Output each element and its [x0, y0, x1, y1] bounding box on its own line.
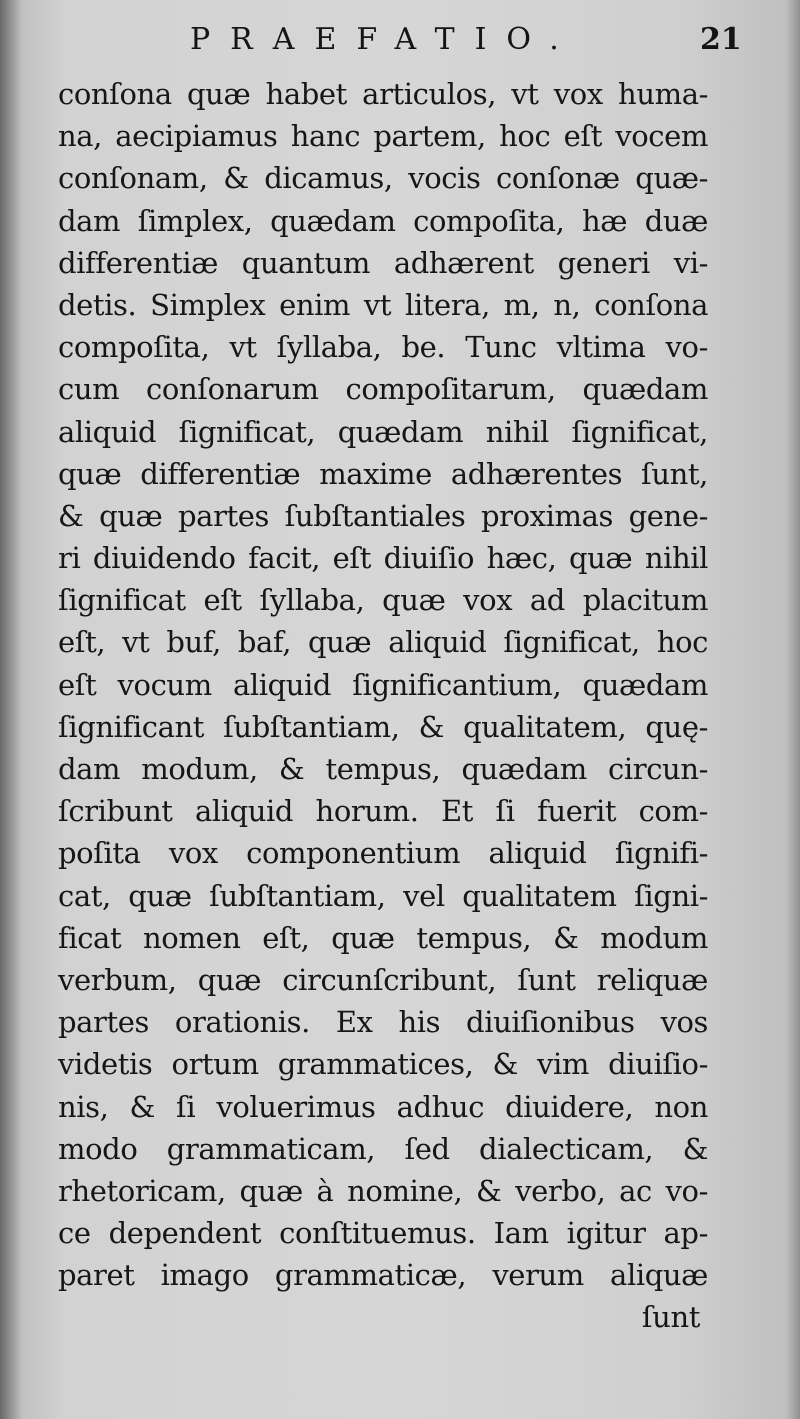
- text-line: detis. Simplex enim vt litera, m, n, conſona: [58, 287, 708, 322]
- text-line: ſignificant ſubſtantiam, & qualitatem, quę-: [58, 709, 708, 744]
- text-line: quæ differentiæ maxime adhærentes ſunt,: [58, 456, 708, 491]
- text-line: ce dependent conſtituemus. Iam igitur ap-: [58, 1216, 708, 1251]
- text-line: ſignificat eſt ſyllaba, quæ vox ad placitum: [58, 583, 708, 618]
- text-line: na, aecipiamus hanc partem, hoc eſt vocem: [58, 119, 708, 154]
- text-line: modo grammaticam, ſed dialecticam, &: [58, 1131, 708, 1166]
- text-line: poſita vox componentium aliquid ſignifi-: [58, 836, 708, 871]
- running-head-title: PRAEFATIO.: [190, 22, 579, 57]
- text-line: conſona quæ habet articulos, vt vox huma-: [58, 77, 708, 111]
- text-line: dam ſimplex, quædam compoſita, hæ duæ: [58, 203, 708, 238]
- text-line: ficat nomen eſt, quæ tempus, & modum: [58, 920, 708, 955]
- text-line: nis, & ſi voluerimus adhuc diuidere, non: [58, 1089, 708, 1124]
- text-line: cum conſonarum compoſitarum, quædam: [58, 372, 708, 407]
- text-line: & quæ partes ſubſtantiales proximas gene-: [58, 498, 708, 533]
- text-line: eſt, vt buf, baf, quæ aliquid ſignificat, hoc: [58, 625, 708, 660]
- text-line: videtis ortum grammatices, & vim diuiſio-: [58, 1047, 708, 1082]
- text-line: eſt vocum aliquid ſignificantium, quædam: [58, 667, 708, 702]
- page-number: 21: [700, 22, 742, 57]
- text-line: partes orationis. Ex his diuiſionibus vos: [58, 1005, 708, 1040]
- page-edge-shadow: [786, 0, 800, 1419]
- catchword: ſunt: [641, 1300, 700, 1335]
- text-line: differentiæ quantum adhærent generi vi-: [58, 245, 708, 280]
- page-gutter-shadow: [0, 0, 22, 1419]
- body-text: [58, 73, 708, 1339]
- text-line: ſcribunt aliquid horum. Et ſi fuerit com-: [58, 794, 708, 829]
- text-line: dam modum, & tempus, quædam circun-: [58, 752, 708, 786]
- text-line: paret imago grammaticæ, verum aliquæ: [58, 1258, 708, 1293]
- text-line: cat, quæ ſubſtantiam, vel qualitatem ſigni-: [58, 878, 708, 913]
- running-head: [0, 22, 800, 62]
- text-line: aliquid ſignificat, quædam nihil ſignificat,: [58, 414, 708, 449]
- text-line: compoſita, vt ſyllaba, be. Tunc vltima vo-: [58, 330, 708, 365]
- text-line: conſonam, & dicamus, vocis conſonæ quæ-: [58, 161, 708, 196]
- text-line: rhetoricam, quæ à nomine, & verbo, ac vo-: [58, 1173, 708, 1208]
- text-line: ri diuidendo facit, eſt diuiſio hæc, quæ nihil: [58, 541, 708, 576]
- text-line: verbum, quæ circunſcribunt, ſunt reliquæ: [58, 962, 708, 997]
